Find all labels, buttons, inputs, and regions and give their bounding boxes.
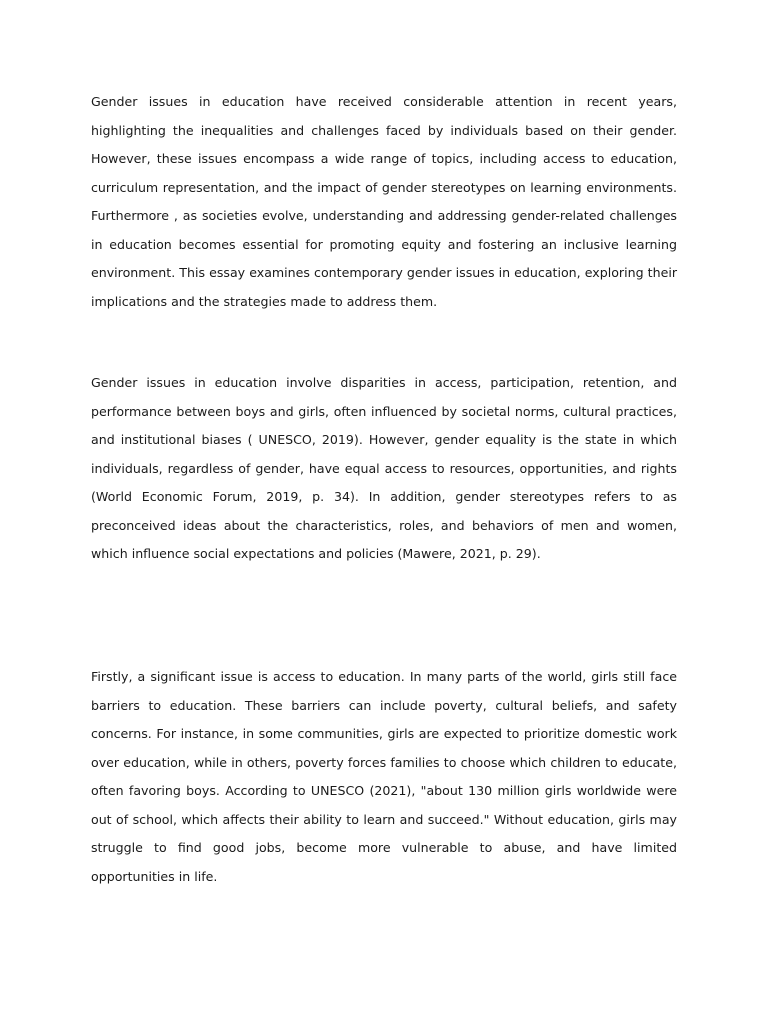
paragraph-definitions: Gender issues in education involve disparities in access, participation, retention, and performance between boys and girls, often influenced by societal norms, cultural practices, and institutional biases ( UNESCO, 2019). However, gender equality is the state in which individuals, regardless of gender, have equal access to resources, opportunities, and rights (World Economic Forum, 2019, p. 34). In addition, gender stereotypes refers to as preconceived ideas about the characteristics, roles, and behaviors of men and women, which influence social expectations and policies (Mawere, 2021, p. 29).: [91, 375, 677, 561]
paragraph-introduction: Gender issues in education have received considerable attention in recent years, highlighting the inequalities and challenges faced by individuals based on their gender. However, these issues encompass a wide range of topics, including access to education, curriculum representation, and the impact of gender stereotypes on learning environments. Furthermore , as societies evolve, understanding and addressing gender-related challenges in education becomes essential for promoting equity and fostering an inclusive learning environment. This essay examines contemporary gender issues in education, exploring their implications and the strategies made to address them.: [91, 94, 677, 309]
paragraph-access-to-education: Firstly, a significant issue is access to education. In many parts of the world, girls still face barriers to education. These barriers can include poverty, cultural beliefs, and safety concerns. For instance, in some communities, girls are expected to prioritize domestic work over education, while in others, poverty forces families to choose which children to educate, often favoring boys. According to UNESCO (2021), "about 130 million girls worldwide were out of school, which affects their ability to learn and succeed." Without education, girls may struggle to find good jobs, become more vulnerable to abuse, and have limited opportunities in life.: [91, 669, 677, 884]
